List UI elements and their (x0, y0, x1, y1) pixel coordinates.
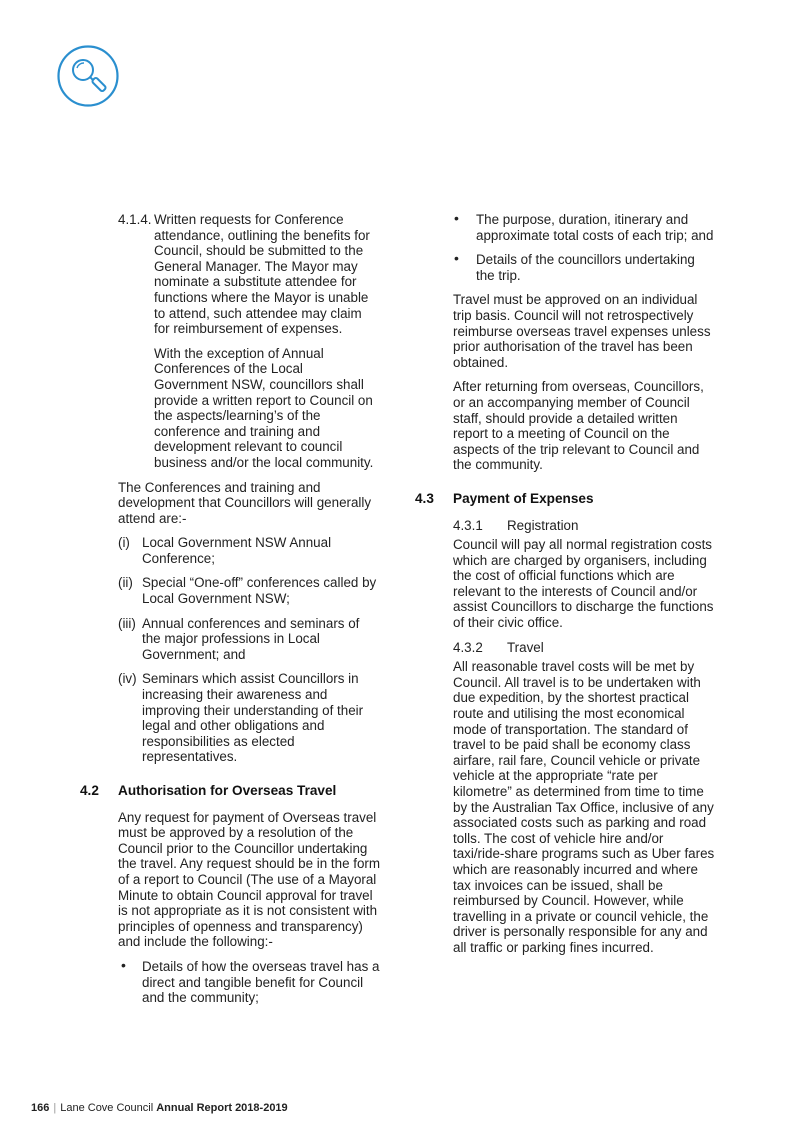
item-number: 4.1.4. (118, 212, 152, 227)
subsection-heading (415, 518, 715, 534)
paragraph: Council will pay all normal registration costs which are charged by organisers, including the cost of official functions which are relevant to the interests of Council and/or assist Councillors to discharge the functions of their civic office. (453, 537, 714, 631)
right-column (415, 212, 715, 965)
item-number: (iv) (118, 671, 137, 687)
paragraph: Any request for payment of Overseas travel must be approved by a resolution of the Council prior to the Councillor undertaking the travel. Any request should be in the form of a report to Council (The use of a Mayoral Minute to obtain Council approval for travel is not appropriate as it is not consistent with principles of openness and transparency) and include the following:- (118, 809, 381, 950)
page-footer (31, 1102, 288, 1114)
item-number: (i) (118, 535, 130, 551)
paragraph: Written requests for Conference attendance, outlining the benefits for Council, should be submitted to the General Manager. The Mayor may nominate a substitute attendee for functions where the Mayor is unable to attend, such attendee may claim for reimbursement of expenses. (154, 212, 370, 337)
left-column (80, 212, 380, 1015)
footer-report-title: Annual Report 2018-2019 (156, 1102, 288, 1114)
list-item (80, 616, 380, 663)
list-item (80, 575, 380, 606)
item-text: Annual conferences and seminars of the major professions in Local Government; and (142, 615, 360, 662)
footer-separator: | (53, 1102, 57, 1114)
item-number: (iii) (118, 615, 136, 631)
subsection-number: 4.3.2 (453, 639, 483, 655)
paragraph: After returning from overseas, Councillors, or an accompanying member of Council staff, should provide a detailed written report to a meeting of Council on the aspects of the trip relevant to Council and the community. (453, 379, 704, 473)
list-item (80, 671, 380, 765)
section-heading (80, 783, 380, 799)
bullet-icon: • (121, 956, 126, 973)
section-title: Payment of Expenses (453, 490, 594, 506)
subsection-number: 4.3.1 (453, 517, 483, 533)
subsection-title: Travel (507, 639, 544, 655)
section-title: Authorisation for Overseas Travel (118, 783, 337, 798)
item-text: Details of how the overseas travel has a direct and tangible benefit for Council and the community; (142, 958, 380, 1006)
section-heading (415, 491, 715, 507)
paragraph: With the exception of Annual Conferences of the Local Government NSW, councillors shall provide a written report to Council on the aspects/learning’s of the conference and training and development relevant to council business and/or the local community. (154, 345, 374, 470)
item-number: (ii) (118, 575, 133, 591)
item-text: Details of the councillors undertaking the trip. (476, 252, 695, 283)
item-text: Local Government NSW Annual Conference; (142, 535, 332, 566)
bullet-icon: • (454, 250, 459, 267)
bullet-icon: • (454, 210, 459, 226)
paragraph: All reasonable travel costs will be met by Council. All travel is to be undertaken with due expedition, by the shortest practical route and utilising the most economical mode of transportation. The standard of travel to be paid shall be economy class airfare, rail fare, Council vehicle or private vehicle at the appropriate “rate per kilometre” as determined from time to time by the Australian Tax Office, inclusive of any associated costs such as parking and road tolls. The cost of vehicle hire and/or taxi/ride-share programs such as Uber fares which are reasonably incurred and where tax invoices can be issued, shall be reimbursed by Council. However, while travelling in a private or council vehicle, the driver is personally responsible for any and all traffic or parking fines incurred. (453, 659, 715, 955)
list-item (80, 956, 380, 1006)
list-item (80, 535, 380, 566)
item-text: Seminars which assist Councillors in increasing their awareness and improving their understanding of their legal and other obligations and responsibilities as elected representatives. (142, 671, 364, 765)
item-text: The purpose, duration, itinerary and approximate total costs of each trip; and (476, 212, 714, 243)
list-item (415, 212, 715, 243)
paragraph: Travel must be approved on an individual trip basis. Council will not retrospectively reimburse overseas travel expenses unless prior authorisation of the travel has been obtained. (453, 292, 711, 370)
list-item (80, 212, 380, 337)
footer-org: Lane Cove Council (60, 1102, 154, 1114)
page-number: 166 (31, 1102, 50, 1114)
list-item (415, 252, 715, 283)
paragraph: The Conferences and training and development that Councillors will generally attend are:- (118, 479, 372, 526)
subsection-title: Registration (507, 517, 579, 533)
section-number: 4.3 (415, 490, 434, 506)
item-text: Special “One-off” conferences called by Local Government NSW; (142, 575, 377, 607)
subsection-heading (415, 640, 715, 656)
magnifier-icon (57, 45, 119, 107)
section-number: 4.2 (80, 783, 99, 798)
